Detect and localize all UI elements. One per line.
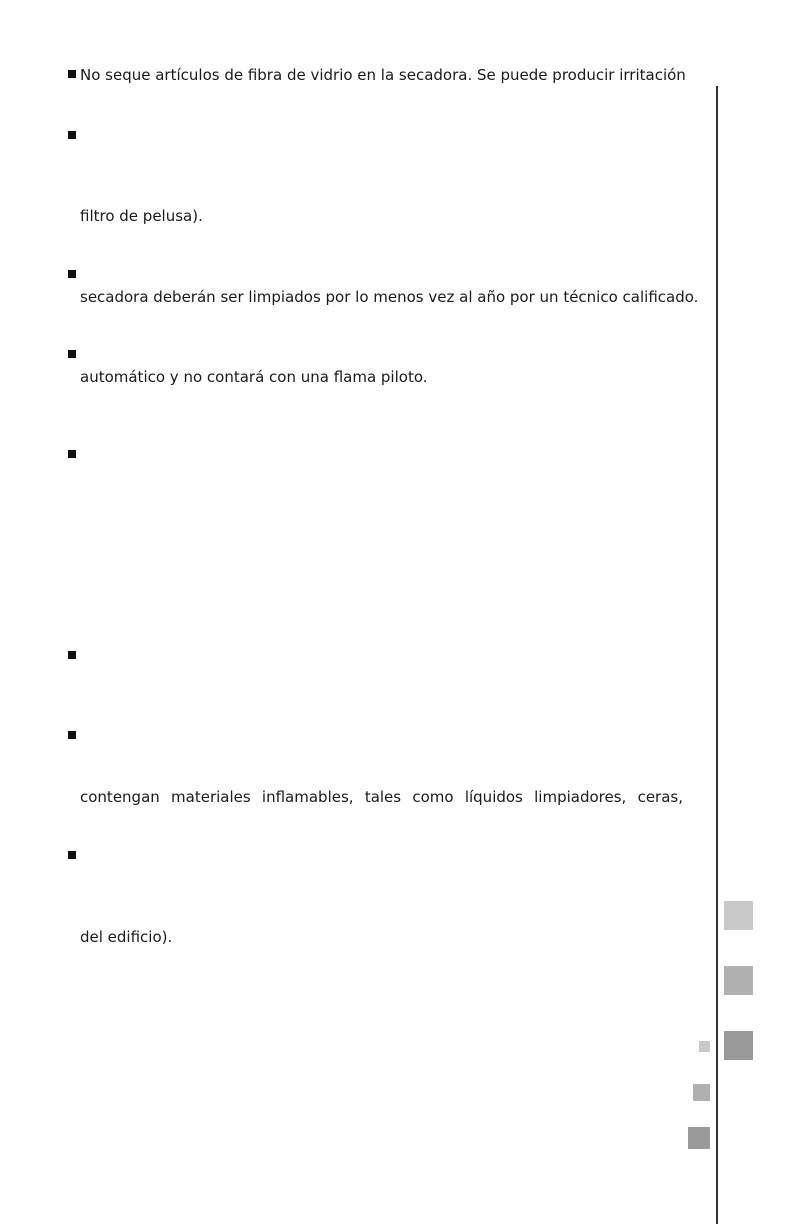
- bullet-marker: [68, 450, 76, 458]
- section-tab: [724, 1031, 753, 1060]
- bullet-marker: [68, 851, 76, 859]
- paragraph-line: del edificio).: [80, 928, 173, 946]
- paragraph-line: contengan materiales inflamables, tales como líquidos limpiadores, ceras,: [80, 788, 683, 806]
- margin-rule: [716, 86, 718, 1224]
- paragraph-line: filtro de pelusa).: [80, 207, 203, 225]
- paragraph-line: secadora deberán ser limpiados por lo menos vez al año por un técnico calificado.: [80, 288, 699, 306]
- bullet-marker: [68, 731, 76, 739]
- bullet-marker: [68, 131, 76, 139]
- paragraph-line: automático y no contará con una flama piloto.: [80, 368, 428, 386]
- marker-square-medium: [693, 1084, 710, 1101]
- paragraph-line: No seque artículos de fibra de vidrio en la secadora. Se puede producir irritación: [80, 66, 686, 84]
- bullet-marker: [68, 350, 76, 358]
- bullet-marker: [68, 270, 76, 278]
- section-tab: [724, 966, 753, 995]
- bullet-marker: [68, 651, 76, 659]
- section-tab: [724, 901, 753, 930]
- bullet-marker: [68, 70, 76, 78]
- marker-square-small: [699, 1041, 710, 1052]
- marker-square-large: [688, 1127, 710, 1149]
